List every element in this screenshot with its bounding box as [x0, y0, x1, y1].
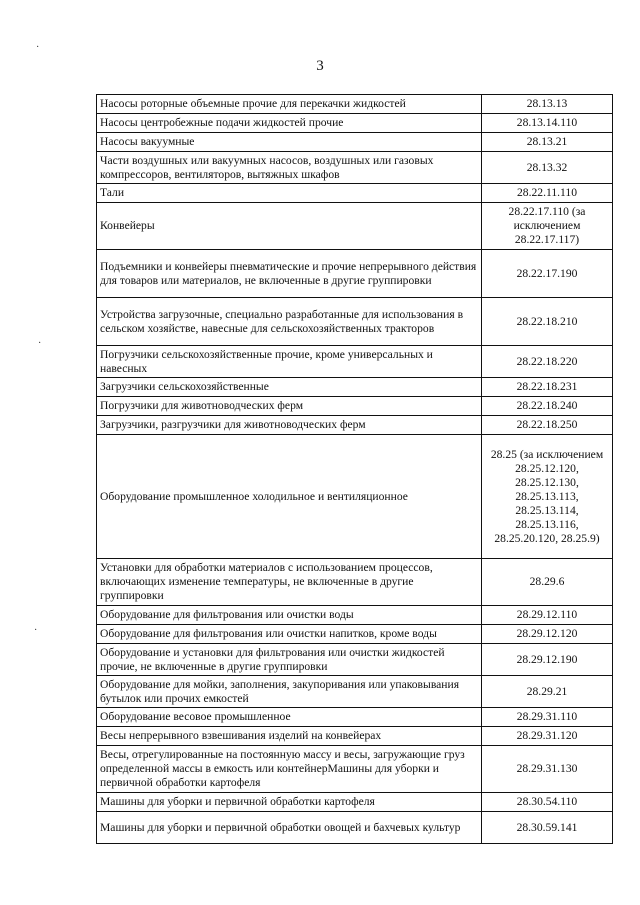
item-code: 28.29.31.110 [482, 708, 613, 727]
item-name: Загрузчики, разгрузчики для животноводческих ферм [97, 416, 482, 435]
table-row [97, 708, 613, 727]
item-code: 28.30.59.141 [482, 812, 613, 844]
table-row [97, 397, 613, 416]
table-row [97, 812, 613, 844]
table-row [97, 727, 613, 746]
table-row [97, 184, 613, 203]
item-name: Погрузчики для животноводческих ферм [97, 397, 482, 416]
item-name: Установки для обработки материалов с использованием процессов, включающих изменение температуры, не включенные в другие группировки [97, 559, 482, 606]
item-name: Оборудование и установки для фильтрования или очистки жидкостей прочие, не включенные в другие группировки [97, 644, 482, 676]
table-row [97, 793, 613, 812]
item-name: Конвейеры [97, 203, 482, 250]
item-name: Машины для уборки и первичной обработки картофеля [97, 793, 482, 812]
table-row [97, 676, 613, 708]
table-row [97, 606, 613, 625]
table-row [97, 152, 613, 184]
item-code: 28.29.12.120 [482, 625, 613, 644]
table-row [97, 203, 613, 250]
item-code: 28.13.21 [482, 133, 613, 152]
table-row [97, 346, 613, 378]
item-code: 28.29.31.120 [482, 727, 613, 746]
table-row [97, 559, 613, 606]
item-code: 28.29.12.190 [482, 644, 613, 676]
item-code: 28.22.18.231 [482, 378, 613, 397]
item-name: Оборудование весовое промышленное [97, 708, 482, 727]
item-code: 28.22.17.110 (за исключением 28.22.17.117) [482, 203, 613, 250]
item-name: Загрузчики сельскохозяйственные [97, 378, 482, 397]
table-row [97, 435, 613, 559]
item-name: Насосы роторные объемные прочие для перекачки жидкостей [97, 95, 482, 114]
page-number: 3 [316, 58, 324, 74]
item-name: Машины для уборки и первичной обработки овощей и бахчевых культур [97, 812, 482, 844]
table-row [97, 625, 613, 644]
scan-speck: · [38, 338, 42, 349]
item-name: Оборудование для фильтрования или очистки воды [97, 606, 482, 625]
item-name: Оборудование для мойки, заполнения, закупоривания или упаковывания бутылок или прочих емкостей [97, 676, 482, 708]
item-name: Погрузчики сельскохозяйственные прочие, кроме универсальных и навесных [97, 346, 482, 378]
scan-speck: · [36, 42, 40, 53]
item-name: Устройства загрузочные, специально разработанные для использования в сельском хозяйстве, навесные для сельскохозяйственных тракторов [97, 298, 482, 346]
table-row [97, 133, 613, 152]
item-name: Тали [97, 184, 482, 203]
item-name: Части воздушных или вакуумных насосов, воздушных или газовых компрессоров, вентиляторов, вытяжных шкафов [97, 152, 482, 184]
item-code: 28.22.18.240 [482, 397, 613, 416]
item-code: 28.29.6 [482, 559, 613, 606]
table-row [97, 644, 613, 676]
item-code: 28.29.21 [482, 676, 613, 708]
table-row [97, 250, 613, 298]
item-name: Оборудование промышленное холодильное и вентиляционное [97, 435, 482, 559]
item-code: 28.22.18.250 [482, 416, 613, 435]
item-code: 28.13.13 [482, 95, 613, 114]
item-name: Насосы центробежные подачи жидкостей прочие [97, 114, 482, 133]
table-row [97, 298, 613, 346]
item-code: 28.29.31.130 [482, 746, 613, 793]
item-name: Весы непрерывного взвешивания изделий на конвейерах [97, 727, 482, 746]
item-code: 28.29.12.110 [482, 606, 613, 625]
table-row [97, 114, 613, 133]
equipment-codes-table [96, 94, 613, 844]
item-code: 28.30.54.110 [482, 793, 613, 812]
item-code: 28.22.18.220 [482, 346, 613, 378]
table-row [97, 95, 613, 114]
item-name: Оборудование для фильтрования или очистки напитков, кроме воды [97, 625, 482, 644]
item-code: 28.22.11.110 [482, 184, 613, 203]
item-name: Подъемники и конвейеры пневматические и прочие непрерывного действия для товаров или материалов, не включенные в другие группировки [97, 250, 482, 298]
item-code: 28.13.14.110 [482, 114, 613, 133]
item-name: Весы, отрегулированные на постоянную массу и весы, загружающие груз определенной массы в емкость или контейнерМашины для уборки и первичной обработки картофеля [97, 746, 482, 793]
item-code: 28.13.32 [482, 152, 613, 184]
item-name: Насосы вакуумные [97, 133, 482, 152]
item-code: 28.25 (за исключением 28.25.12.120, 28.25.12.130, 28.25.13.113, 28.25.13.114, 28.25.13.116, 28.25.20.120, 28.25.9) [482, 435, 613, 559]
table-row [97, 746, 613, 793]
table-row [97, 378, 613, 397]
item-code: 28.22.17.190 [482, 250, 613, 298]
scan-speck: · [34, 625, 38, 636]
table-row [97, 416, 613, 435]
item-code: 28.22.18.210 [482, 298, 613, 346]
